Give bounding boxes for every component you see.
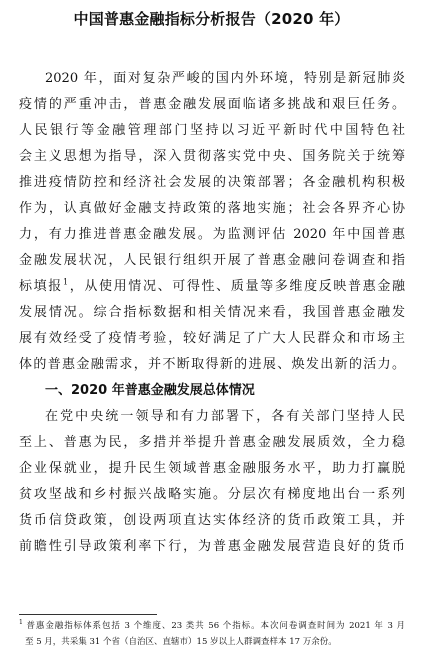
paragraph-2-line-4: 贫攻坚战和乡村振兴战略实施。分层次有梯度地出台一系列 <box>19 487 405 502</box>
paragraph-2-line-1: 在党中央统一领导和有力部署下，各有关部门坚持人民 <box>45 409 405 424</box>
paragraph-2-line-3: 企业保就业，提升民生领域普惠金融服务水平，助力打赢脱 <box>19 461 405 476</box>
paragraph-1-line-6: 作为，认真做好金融支持政策的落地实施；社会各界齐心协 <box>19 201 405 216</box>
paragraph-1-line-5: 推进疫情防控和经济社会发展的决策部署；各金融机构积极 <box>19 175 405 190</box>
paragraph-1-line-4: 会主义思想为指导，深入贯彻落实党中央、国务院关于统筹 <box>19 149 405 164</box>
paragraph-1-line-9 <box>19 274 405 300</box>
paragraph-1-line-11: 展有效经受了疫情考验，较好满足了广大人民群众和市场主 <box>19 331 405 346</box>
paragraph-1-line-1: 2020 年，面对复杂严峻的国内外环境，特别是新冠肺炎 <box>45 71 405 86</box>
document-title: 中国普惠金融指标分析报告（2020 年） <box>73 10 350 28</box>
paragraph-2-line-2: 至上、普惠为民，多措并举提升普惠金融发展质效，全力稳 <box>19 435 405 450</box>
line-9-text-before: 标填报 <box>19 279 63 294</box>
footnote-reference-mark[interactable]: 1 <box>62 277 69 287</box>
footnote-line-2: 至 5 月，共采集 31 个省（自治区、直辖市）15 岁以上人群调查样本 17 万余份。 <box>25 637 337 647</box>
line-9-text-after: ，从使用情况、可得性、质量等多维度反映普惠金融 <box>68 279 405 294</box>
paragraph-1-line-2: 疫情的严重冲击，普惠金融发展面临诸多挑战和艰巨任务。 <box>19 97 405 112</box>
paragraph-1-line-12: 体的普惠金融需求，并不断取得新的进展、焕发出新的活力。 <box>19 357 405 372</box>
footnote-divider <box>19 614 157 615</box>
section-heading: 一、2020 年普惠金融发展总体情况 <box>45 383 255 398</box>
paragraph-2-line-5: 货币信贷政策，创设两项直达实体经济的货币政策工具，并 <box>19 513 405 528</box>
footnote-mark: 1 <box>19 619 23 627</box>
paragraph-1-line-3: 人民银行等金融管理部门坚持以习近平新时代中国特色社 <box>19 123 405 138</box>
footnote-line-1 <box>19 618 405 634</box>
paragraph-1-line-7: 力，有力推进普惠金融发展。为监测评估 2020 年中国普惠 <box>19 227 405 242</box>
paragraph-1-line-10: 发展情况。综合指标数据和相关情况来看，我国普惠金融发 <box>19 305 405 320</box>
paragraph-2-line-6: 前瞻性引导政策利率下行，为普惠金融发展营造良好的货币 <box>19 539 405 554</box>
footnote-text-1: 普惠金融指标体系包括 3 个维度、23 类共 56 个指标。本次问卷调查时间为 2021 年 3 月 <box>26 621 406 631</box>
paragraph-1-line-8: 金融发展状况，人民银行组织开展了普惠金融问卷调查和指 <box>19 253 405 268</box>
